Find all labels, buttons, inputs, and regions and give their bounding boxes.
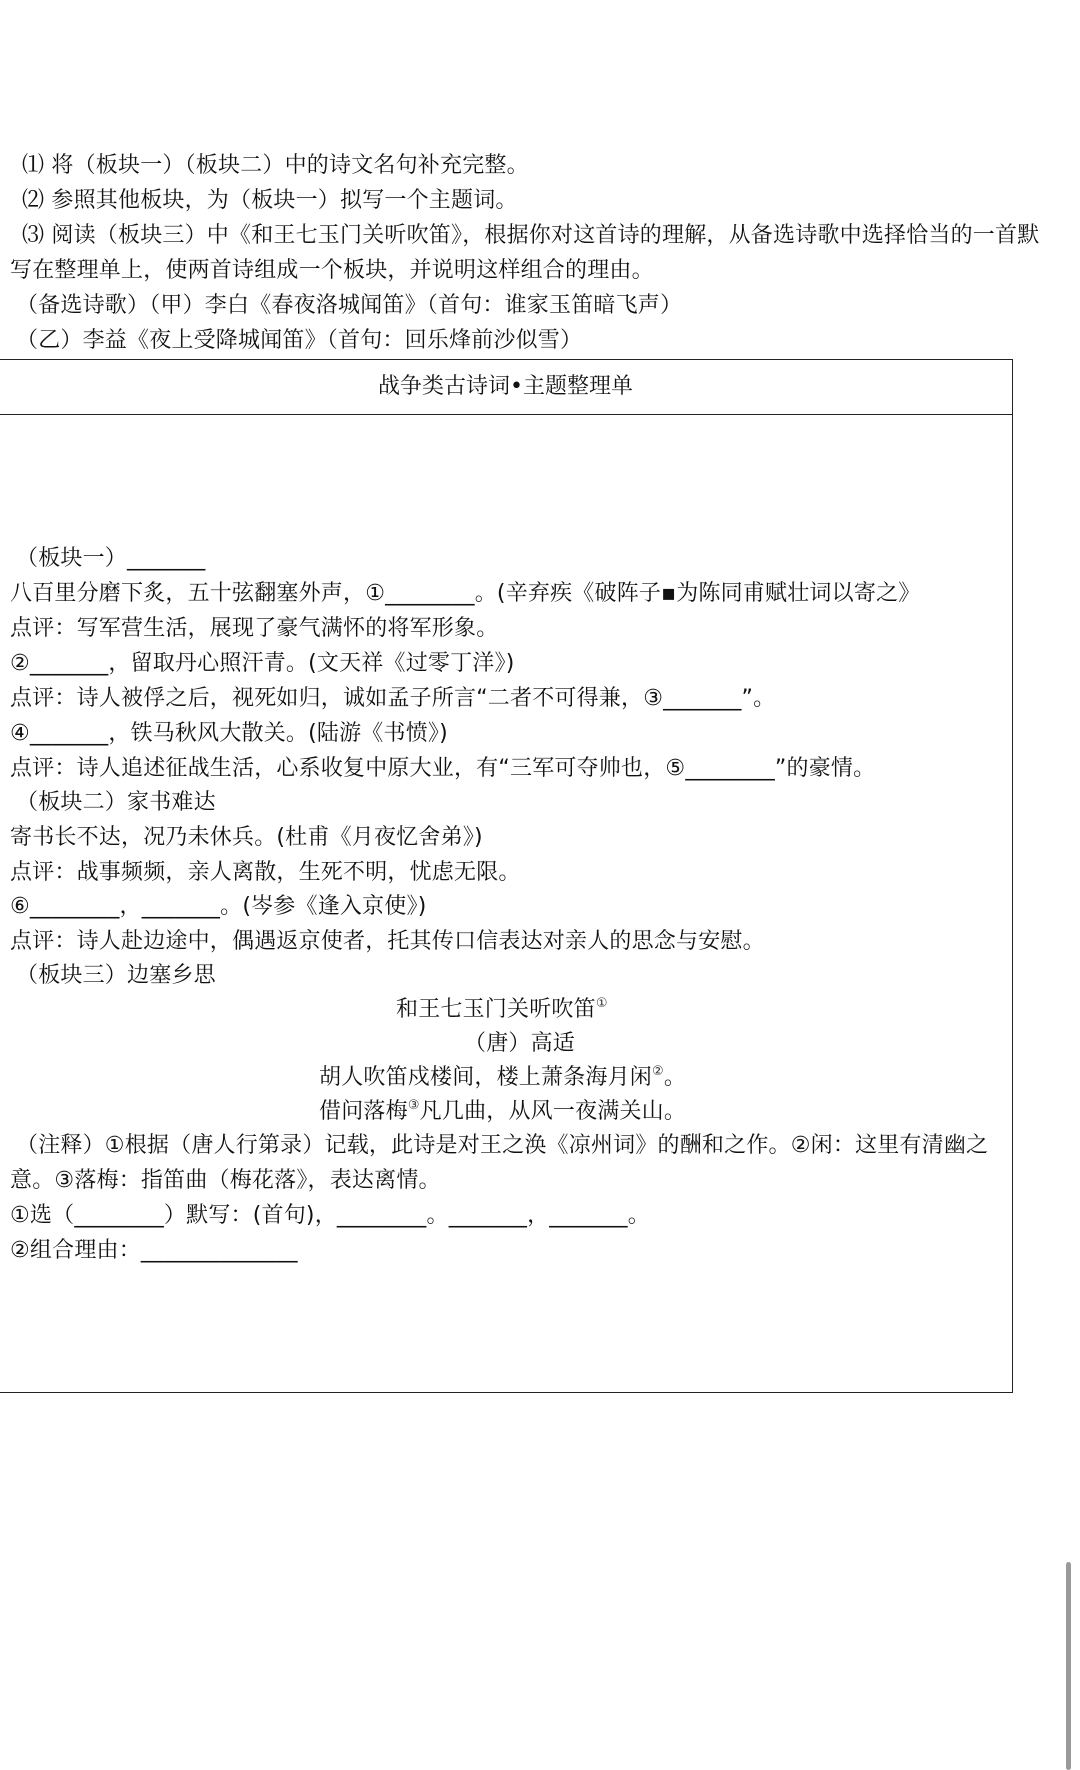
block2-line-4: 点评：诗人赴边途中，偶遇返京使者，托其传口信表达对亲人的思念与安慰。 bbox=[10, 929, 765, 954]
poem-author: （唐）高适 bbox=[464, 1031, 576, 1056]
poem-title-note-marker: ① bbox=[595, 996, 608, 1011]
block1-line-4: 点评：诗人被俘之后，视死如归，诚如孟子所言“二者不可得兼，③_______”。 bbox=[10, 686, 776, 711]
block2-line-2: 点评：战事频频，亲人离散，生死不明，忧虑无限。 bbox=[10, 860, 521, 885]
poem-verse-2-note-marker: ③ bbox=[407, 1098, 420, 1113]
candidate-poem-jia: （备选诗歌）（甲）李白《春夜洛城闻笛》（首句：谁家玉笛暗飞声） bbox=[16, 293, 683, 318]
question-1: ⑴ 将（板块一）（板块二）中的诗文名句补充完整。 bbox=[22, 153, 529, 178]
block3-heading: （板块三）边塞乡思 bbox=[16, 963, 216, 988]
block1-line-5: ④_______，铁马秋风大散关。(陆游《书愤》) bbox=[10, 721, 448, 746]
block2-heading: （板块二）家书难达 bbox=[16, 790, 216, 815]
poem-verse-1-note-marker: ② bbox=[652, 1064, 664, 1079]
poem-verse-2-text-a: 借问落梅 bbox=[319, 1099, 408, 1124]
question-2: ⑵ 参照其他板块，为（板块一）拟写一个主题词。 bbox=[22, 188, 518, 213]
poem-title-text: 和王七玉门关听吹笛 bbox=[396, 997, 596, 1022]
poem-verse-1-text: 胡人吹笛戍楼间，楼上萧条海月闲 bbox=[319, 1065, 653, 1090]
poem-verse-1 bbox=[319, 1063, 686, 1093]
answer-line-1: ①选（________）默写：(首句)，________。_______，_______。 bbox=[10, 1203, 650, 1228]
block1-line-6: 点评：诗人追述征战生活，心系收复中原大业，有“三军可夺帅也，⑤________”的豪情。 bbox=[10, 756, 876, 781]
annotation-line-2: 意。③落梅：指笛曲（梅花落》，表达离情。 bbox=[10, 1168, 441, 1193]
block1-line-3: ②_______，留取丹心照汗青。(文天祥《过零丁洋》) bbox=[10, 651, 515, 676]
table-title-row bbox=[0, 360, 1012, 415]
block2-line-1: 寄书长不达，况乃未休兵。(杜甫《月夜忆舍弟》) bbox=[10, 825, 483, 850]
question-3-line-1: ⑶ 阅读（板块三）中《和王七玉门关听吹笛》，根据你对这首诗的理解，从备选诗歌中选择恰当的一首默 bbox=[22, 223, 1040, 248]
question-3-line-2: 写在整理单上，使两首诗组成一个板块，并说明这样组合的理由。 bbox=[10, 258, 654, 283]
poem-verse-1-end: 。 bbox=[663, 1065, 687, 1090]
block2-line-3: ⑥________，_______。(岑参《逢入京使》) bbox=[10, 894, 427, 919]
poem-title bbox=[396, 995, 608, 1025]
vertical-scrollbar[interactable] bbox=[1066, 1562, 1071, 1770]
table-title: 战争类古诗词•主题整理单 bbox=[378, 374, 633, 399]
annotation-line-1: （注释）①根据（唐人行第录）记载，此诗是对王之涣《凉州词》的酬和之作。②闲：这里有清幽之 bbox=[16, 1133, 989, 1158]
candidate-poem-yi: （乙）李益《夜上受降城闻笛》（首句：回乐烽前沙似雪） bbox=[16, 328, 583, 353]
block1-line-2: 点评：写军营生活，展现了豪气满怀的将军形象。 bbox=[10, 616, 499, 641]
poem-verse-2-text-b: 凡几曲，从风一夜满关山。 bbox=[419, 1099, 687, 1124]
block1-line-1: 八百里分磨下炙，五十弦翻塞外声，①________。(辛弃疾《破阵子▪为陈同甫赋壮词以寄之》 bbox=[10, 581, 921, 606]
block1-heading: （板块一）_______ bbox=[16, 546, 206, 571]
answer-line-2: ②组合理由：______________ bbox=[10, 1238, 298, 1263]
poem-verse-2 bbox=[319, 1097, 686, 1127]
